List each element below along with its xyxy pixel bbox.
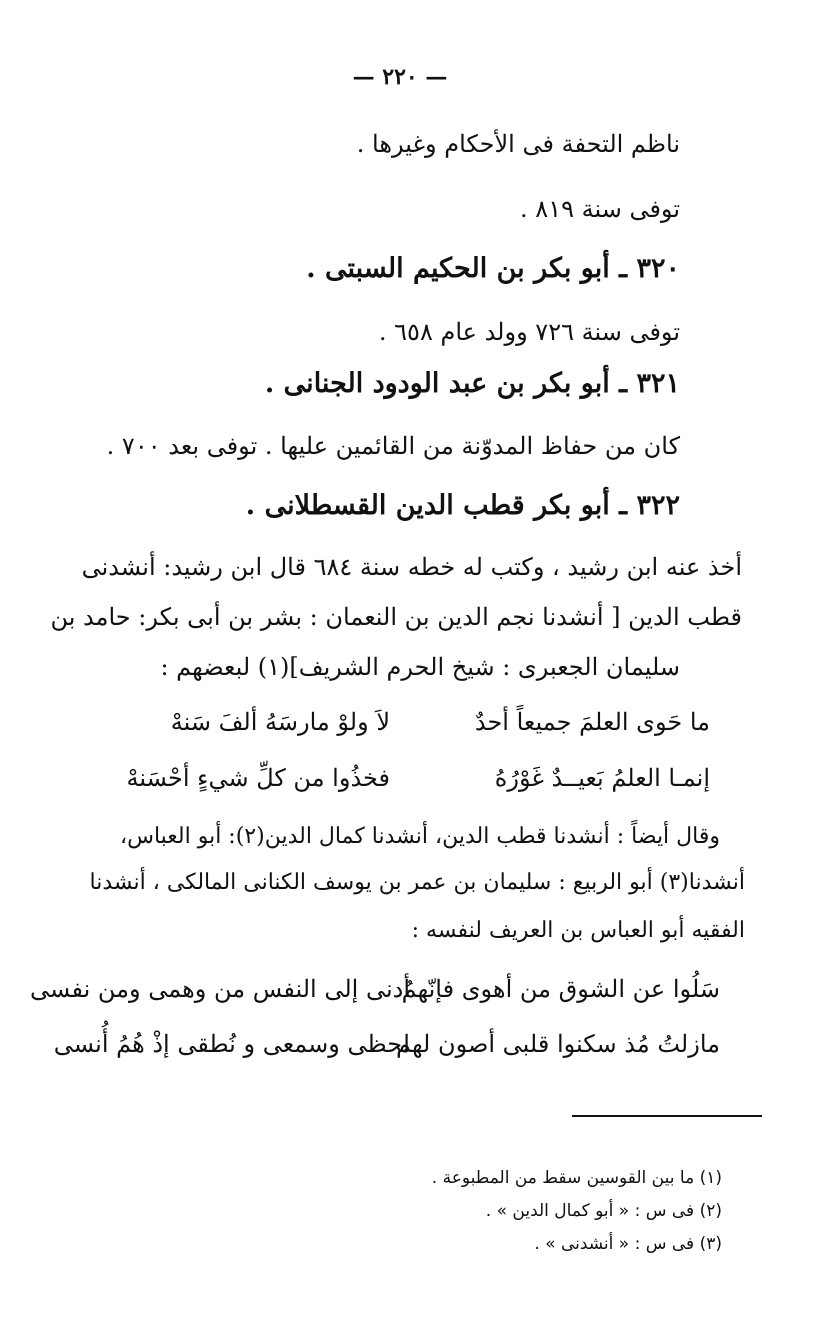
entry-heading-321: ٣٢١ ـ أبو بكر بن عبد الودود الجنانى . [264, 368, 680, 399]
text-line: كان من حفاظ المدوّنة من القائمين عليها . توفى بعد ٧٠٠ . [106, 432, 680, 460]
text-line: أنشدنا(٣) أبو الربيع : سليمان بن عمر بن يوسف الكنانى المالكى ، أنشدنا [89, 870, 745, 895]
verse-line [0, 1030, 820, 1066]
footnote-1: (١) ما بين القوسين سقط من المطبوعة . [431, 1168, 722, 1188]
text-line: توفى سنة ٧٢٦ وولد عام ٦٥٨ . [378, 318, 680, 346]
verse-hemistich-second: لحظى وسمعى و نُطقى إذْ هُمُ أُنسى [53, 1030, 410, 1058]
verse-hemistich-second: فخذُوا من كلِّ شيءٍ أحْسَنهْ [126, 764, 390, 792]
text-line: الفقيه أبو العباس بن العريف لنفسه : [411, 918, 745, 943]
verse-hemistich-first: ما حَوى العلمَ جميعاً أحدٌ [474, 708, 710, 736]
entry-heading-322: ٣٢٢ ـ أبو بكر قطب الدين القسطلانى . [245, 490, 680, 521]
text-line: وقال أيضاً : أنشدنا قطب الدين، أنشدنا كمال الدين(٢): أبو العباس، [119, 824, 720, 849]
entry-heading-320: ٣٢٠ ـ أبو بكر بن الحكيم السبتى . [306, 253, 680, 284]
verse-line [0, 764, 820, 800]
footnote-3: (٣) فى س : « أنشدنى » . [534, 1234, 722, 1254]
text-line: أخذ عنه ابن رشيد ، وكتب له خطه سنة ٦٨٤ قال ابن رشيد: أنشدنى [81, 553, 742, 581]
text-line: توفى سنة ٨١٩ . [520, 195, 680, 223]
verse-line [0, 975, 820, 1011]
verse-line [0, 708, 820, 744]
footnote-separator [572, 1115, 762, 1117]
verse-hemistich-first: إنمـا العلمُ بَعيــدٌ غَوْرُهُ [494, 764, 710, 792]
text-line: سليمان الجعبرى : شيخ الحرم الشريف](١) لبعضهم : [160, 653, 680, 681]
verse-hemistich-second: أدنى إلى النفس من وهمى ومن نفسى [30, 975, 410, 1003]
verse-hemistich-second: لاَ ولوْ مارسَهُ ألفَ سَنهْ [170, 708, 390, 736]
text-line: ناظم التحفة فى الأحكام وغيرها . [356, 130, 680, 158]
verse-hemistich-first: سَلُوا عن الشوق من أهوى فإنّهمُ [401, 975, 720, 1003]
footnote-2: (٢) فى س : « أبو كمال الدين » . [485, 1201, 722, 1221]
verse-hemistich-first: مازلتُ مُذ سكنوا قلبى أصون لهم [396, 1030, 720, 1058]
page-number: — ٢٢٠ — [352, 64, 448, 90]
text-line: قطب الدين [ أنشدنا نجم الدين بن النعمان : بشر بن أبى بكر: حامد بن [50, 603, 742, 631]
